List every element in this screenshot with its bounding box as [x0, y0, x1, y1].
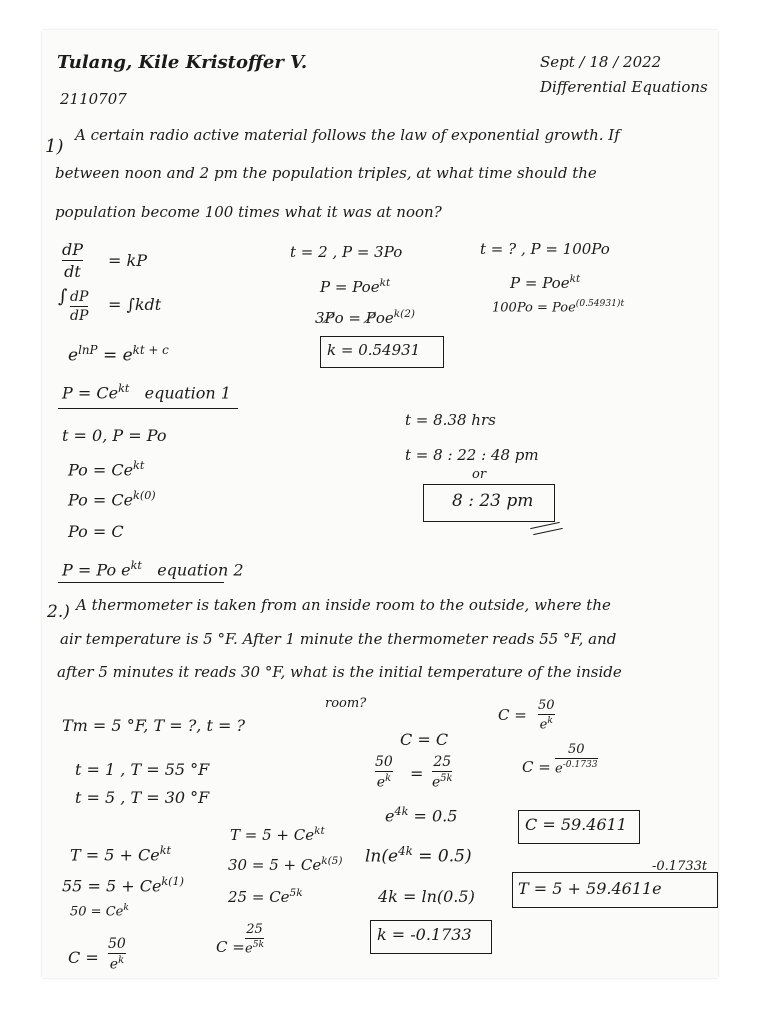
p2-a4-fraction: 50 $e^k$: [108, 936, 126, 973]
problem2-statement-line4: room?: [325, 696, 367, 711]
problem1-number: 1): [45, 136, 64, 157]
equation1-underline: [58, 408, 238, 409]
integral-rhs: = ∫kdt: [108, 295, 162, 314]
p2-c4: 4k = ln(0.5): [378, 887, 475, 906]
p1-col3-condition: t = ? , P = 100Po: [480, 240, 610, 258]
p2-given: Tm = 5 °F, T = ?, t = ?: [62, 716, 246, 735]
p2-b4-lhs: C =: [216, 938, 245, 956]
p2-a2: $55 = 5 + Ce^{k(1)}$: [62, 875, 185, 896]
student-id: 2110707: [60, 90, 127, 108]
p1-col2-condition: t = 2 , P = 3Po: [290, 243, 403, 261]
dp-dt-fraction: dP dt: [62, 240, 84, 281]
equation1: $P = Ce^{kt}$ equation 1: [62, 382, 231, 403]
p1-col2-line1: P = Poe$^{kt}$: [320, 277, 391, 296]
integral-fraction: dP dP: [70, 289, 89, 324]
condition-t0: t = 0, P = Po: [62, 426, 167, 445]
final-answer: T = 5 + 59.4611e: [518, 879, 662, 898]
p2-c1-equals: =: [410, 764, 424, 783]
step3: Po = C: [68, 522, 124, 541]
p2-c2: $e^{4k} = 0.5$: [385, 805, 458, 826]
step2: $Po = Ce^{k(0)}$: [68, 489, 156, 510]
p2-a3: $50 = Ce^k$: [70, 903, 129, 920]
p1-col3-line2: 100Po = Poe$^{(0.54931)t}$: [492, 299, 625, 316]
equals-kp: = kP: [108, 251, 147, 270]
equation2-underline: [58, 582, 224, 583]
c-result: C = 59.4611: [525, 815, 627, 834]
p2-given-2: t = 5 , T = 30 °F: [75, 788, 210, 807]
final-exponent: -0.1733t: [652, 859, 708, 874]
p2-b1: $T = 5 + Ce^{kt}$: [230, 825, 325, 844]
p2-c1-right-fraction: 25 $e^{5k}$: [432, 754, 453, 791]
p2-a1: $T = 5 + Ce^{kt}$: [70, 844, 171, 865]
p1-col3-line1: P = Poe$^{kt}$: [510, 273, 581, 292]
student-name: Tulang, Kile Kristoffer V.: [57, 52, 308, 73]
t-hours: t = 8.38 hrs: [405, 411, 496, 429]
p2-a4-lhs: C =: [68, 948, 99, 967]
t-time: t = 8 : 22 : 48 pm: [405, 446, 539, 464]
problem2-statement-line3: after 5 minutes it reads 30 °F, what is the initial temperature of the inside: [57, 663, 622, 681]
date: Sept / 18 / 2022: [540, 53, 662, 71]
p2-d1-fraction: 50 $e^k$: [538, 698, 555, 733]
equation2: P = Po $e^{kt}$ equation 2: [62, 559, 244, 580]
step1: $Po = Ce^{kt}$: [68, 459, 145, 480]
exp-line: $e^{lnP} = e^{kt + c}$: [68, 343, 169, 366]
p1-col2-line2: 3P̸o = $P̸oe^{k(2)}$: [315, 308, 416, 327]
problem2-number: 2.): [47, 602, 70, 622]
k-result-1: k = 0.54931: [327, 341, 421, 359]
p2-b4-fraction: 25 $e^{5k}$: [245, 922, 264, 957]
problem2-statement-line1: A thermometer is taken from an inside room to the outside, where the: [76, 596, 611, 614]
p2-c-eq: C = C: [400, 730, 449, 749]
p2-b2: $30 = 5 + Ce^{k(5)}$: [228, 855, 343, 874]
problem1-statement-line3: population become 100 times what it was at noon?: [55, 203, 442, 221]
p2-b3: $25 = Ce^{5k}$: [228, 887, 303, 906]
top-margin: [0, 0, 768, 30]
problem2-statement-line2: air temperature is 5 °F. After 1 minute the thermometer reads 55 °F, and: [60, 630, 617, 648]
problem1-statement-line1: A certain radio active material follows the law of exponential growth. If: [75, 126, 620, 144]
k-result-2: k = -0.1733: [377, 925, 472, 944]
p2-c3: $\ln(e^{4k} = 0.5)$: [365, 844, 472, 867]
problem1-statement-line2: between noon and 2 pm the population triples, at what time should the: [55, 164, 597, 182]
p2-d1-lhs: C =: [498, 706, 527, 724]
time-answer: 8 : 23 pm: [452, 491, 534, 511]
integral-sign: ∫: [58, 286, 68, 307]
p2-d2-fraction: 50 $e^{-0.1733}$: [555, 742, 598, 777]
or-text: or: [472, 467, 487, 482]
p2-d2-lhs: C =: [522, 758, 551, 776]
p2-given-1: t = 1 , T = 55 °F: [75, 760, 210, 779]
p2-c1-left-fraction: 50 $e^k$: [375, 754, 393, 791]
subject: Differential Equations: [540, 78, 708, 96]
